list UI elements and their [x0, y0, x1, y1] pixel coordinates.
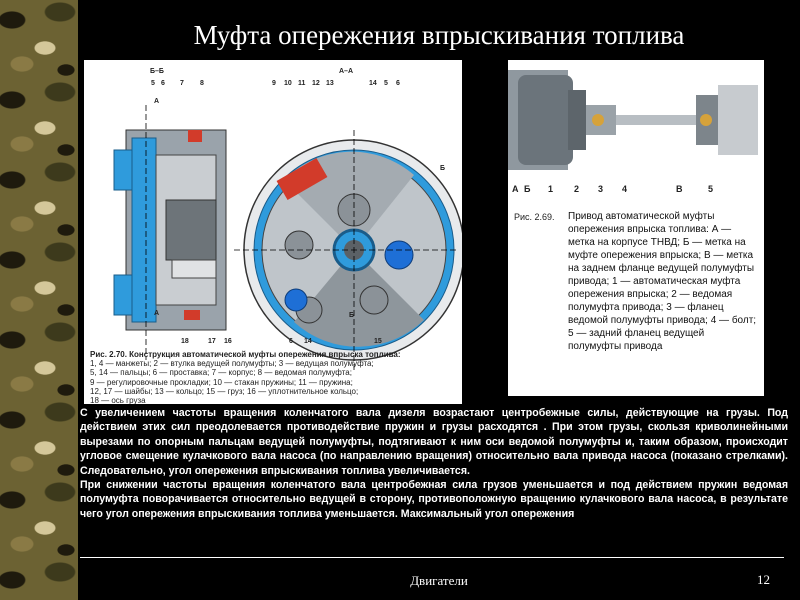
arrow-a-top: А	[154, 98, 160, 105]
callout-14: 14	[369, 80, 377, 87]
callout-11: 11	[298, 80, 306, 87]
callout-13: 13	[326, 80, 334, 87]
mark-v: В	[676, 184, 683, 194]
right-figure-caption: Привод автоматической муфты опережения впрыска топлива: А — метка на корпусе ТНВД; Б — метка на муфте опережения впрыска; В — метка на заднем фланце ведущей полумуфты привода; 1 — автоматическая муфта опережения впрыска; 2 — ведомая полумуфта привода; 3 — фланец ведомой полумуфты привода; 4 — болт; 5 — задний фланец ведущей полумуфты привода	[568, 211, 757, 352]
callout-15: 15	[374, 338, 382, 345]
callout-18: 18	[181, 338, 189, 345]
callout-17: 17	[208, 338, 216, 345]
mark-b: Б	[524, 184, 531, 194]
slide-title: Муфта опережения впрыскивания топлива	[193, 20, 685, 50]
left-caption-line: 12, 17 — шайбы; 13 — кольцо; 15 — груз; 16 — уплотнительное кольцо;	[90, 386, 359, 396]
mark-2: 2	[574, 184, 580, 194]
arrow-b-right: Б	[440, 165, 446, 172]
mark-3: 3	[598, 184, 604, 194]
footer-title: Двигатели	[410, 573, 468, 588]
callout-6: 6	[161, 80, 165, 87]
mark-1: 1	[548, 184, 554, 194]
arrow-a-bottom: А	[154, 310, 160, 317]
left-caption-line: 5, 14 — пальцы; 6 — проставка; 7 — корпус; 8 — ведомая полумуфта;	[90, 368, 352, 378]
figure-coupling-construction	[84, 60, 462, 404]
paragraph-decrease: При снижении частоты вращения коленчатого вала центробежная сила грузов уменьшается и под действием пружин ведомая полумуфта поворачивается относительно ведущей в сторону, противоположную вращению кулачкового вала насоса, в результате чего угол опережения впрыскивания топлива уменьшается. Максимальный угол опережения	[80, 479, 788, 520]
page-number: 12	[757, 572, 770, 587]
figure-coupling-drive	[508, 60, 764, 396]
drive-drawing	[508, 60, 764, 180]
callout-6b: 6	[396, 80, 400, 87]
callout-9: 9	[272, 80, 276, 87]
paragraph-increase: С увеличением частоты вращения коленчатого вала дизеля возрастают центробежные силы, действующие на грузы. Под действием этих сил преодолевается противодействие пружин и грузы расходятся . При этом грузы, скользя криволинейными вырезами по опорным пальцам ведущей полумуфты, подтягивают к ним оси ведомой полумуфты и, таким образом, происходит угловое смещение кулачкового вала насоса (по направлению вращения) относительно вала привода насоса (показано стрелками). Следовательно, угол опережения впрыскивания топлива увеличивается.	[80, 407, 788, 477]
callout-12: 12	[312, 80, 320, 87]
left-caption-line: 18 — ось груза	[90, 395, 146, 404]
section-bb-label: Б–Б	[150, 68, 164, 75]
camouflage-border	[0, 0, 78, 600]
left-caption-title: Рис. 2.70. Конструкция автоматической муфты опережения впрыска топлива:	[90, 350, 401, 359]
left-caption-line: 1, 4 — манжеты; 2 — втулка ведущей полумуфты; 3 — ведущая полумуфта;	[90, 359, 374, 369]
left-figure-caption	[90, 350, 456, 404]
mark-a: А	[512, 184, 519, 194]
footer-divider	[80, 557, 784, 558]
callout-7: 7	[180, 80, 184, 87]
explanation-text	[80, 406, 788, 521]
left-caption-line: 9 — регулировочные прокладки; 10 — стакан пружины; 11 — пружина;	[90, 377, 353, 387]
mark-5: 5	[708, 184, 714, 194]
mark-4: 4	[622, 184, 628, 194]
callout-16: 16	[224, 338, 232, 345]
callout-8: 8	[200, 80, 204, 87]
section-aa-label: А–А	[339, 68, 354, 75]
arrow-b-bottom: Б	[349, 312, 355, 319]
callout-5: 5	[151, 80, 155, 87]
callout-5b: 5	[384, 80, 388, 87]
callout-10: 10	[284, 80, 292, 87]
callout-6c: 6	[289, 338, 293, 345]
right-figure-number: Рис. 2.69.	[514, 212, 555, 222]
callout-14b: 14	[304, 338, 312, 345]
